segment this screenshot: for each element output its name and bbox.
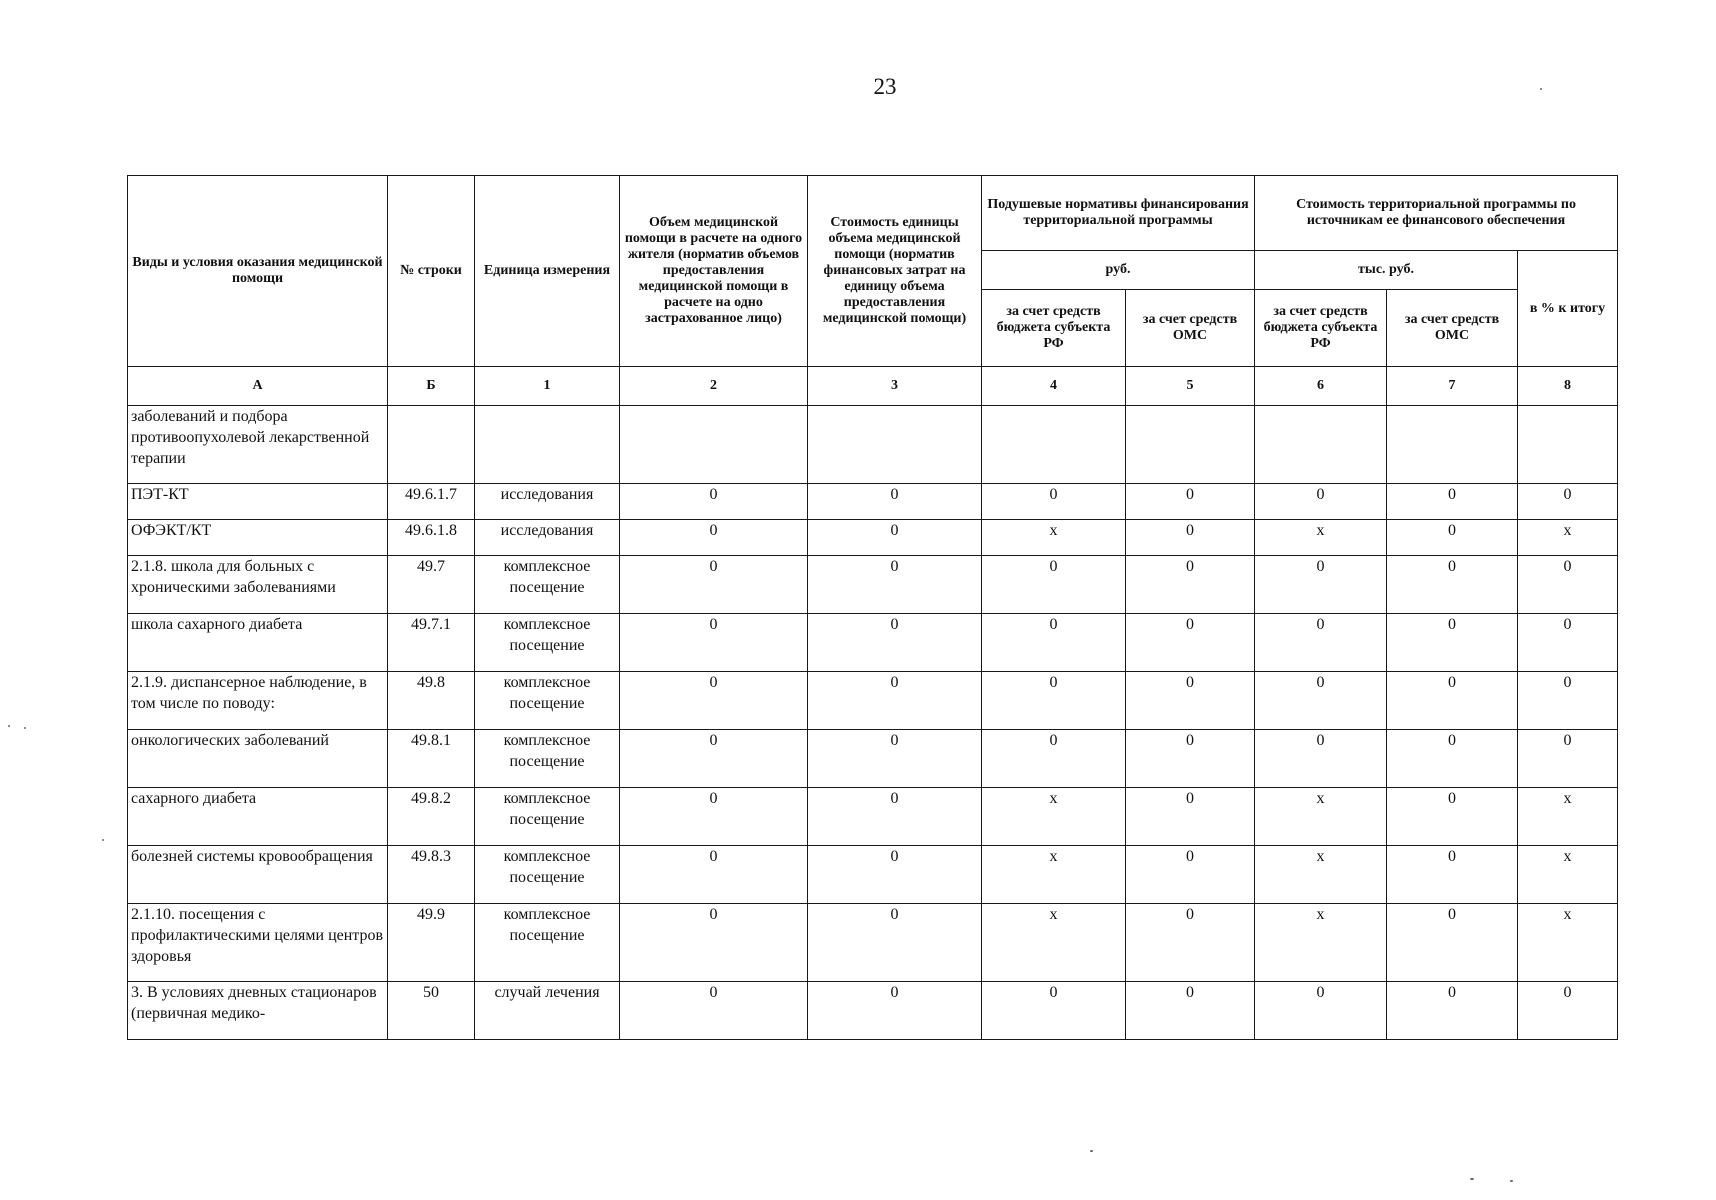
cell-cost-oms: 0 [1387,520,1518,556]
cell-per-capita-budget: x [982,520,1126,556]
row-unit: комплексное посещение [475,846,620,904]
scan-speck [8,725,10,727]
header-col-a: Виды и условия оказания медицинской помощи [128,176,388,367]
scan-speck [102,839,104,841]
row-name: 2.1.10. посещения с профилактическими целями центров здоровья [128,904,388,982]
cell-cost-oms: 0 [1387,982,1518,1040]
cell-per-capita-oms: 0 [1126,730,1255,788]
table-row [128,520,1618,556]
cell-cost-budget: 0 [1255,730,1387,788]
cell-per-capita-budget: 0 [982,556,1126,614]
cell-per-capita-budget: 0 [982,484,1126,520]
cell-per-capita-oms: 0 [1126,520,1255,556]
cell-cost-oms: 0 [1387,904,1518,982]
row-unit: комплексное посещение [475,730,620,788]
cell-percent: x [1518,788,1618,846]
cell-volume: 0 [620,556,808,614]
row-name: 2.1.9. диспансерное наблюдение, в том числе по поводу: [128,672,388,730]
row-name: 2.1.8. школа для больных с хроническими заболеваниями [128,556,388,614]
row-line-number [388,406,475,484]
row-name: заболеваний и подбора противоопухолевой лекарственной терапии [128,406,388,484]
column-number: А [128,367,388,406]
scan-speck [1470,1178,1474,1180]
cell-percent: 0 [1518,484,1618,520]
row-name: болезней системы кровообращения [128,846,388,904]
row-unit: комплексное посещение [475,904,620,982]
column-number: 1 [475,367,620,406]
cell-per-capita-oms [1126,406,1255,484]
cell-unit-cost: 0 [808,520,982,556]
row-name: 3. В условиях дневных стационаров (первичная медико- [128,982,388,1040]
cell-unit-cost [808,406,982,484]
row-line-number: 49.8.1 [388,730,475,788]
cell-unit-cost: 0 [808,614,982,672]
cell-unit-cost: 0 [808,484,982,520]
cell-volume: 0 [620,730,808,788]
scan-speck [1540,88,1542,90]
row-line-number: 49.6.1.7 [388,484,475,520]
cell-cost-budget: x [1255,904,1387,982]
cell-cost-budget: 0 [1255,614,1387,672]
page-number: 23 [873,74,897,99]
row-line-number: 49.8.2 [388,788,475,846]
column-number-row [128,367,1618,406]
table-row [128,614,1618,672]
table-row [128,672,1618,730]
row-line-number: 49.6.1.8 [388,520,475,556]
table-row [128,788,1618,846]
cell-per-capita-oms: 0 [1126,846,1255,904]
cell-cost-oms: 0 [1387,730,1518,788]
cell-per-capita-oms: 0 [1126,614,1255,672]
header-unit-thousand-rub: тыс. руб. [1255,251,1518,290]
header-unit-rub: руб. [982,251,1255,290]
cell-percent: 0 [1518,672,1618,730]
cell-cost-oms: 0 [1387,788,1518,846]
header-col-3: Стоимость единицы объема медицинской помощи (норматив финансовых затрат на единицу объема предоставления медицинской помощи) [808,176,982,367]
cell-percent: x [1518,520,1618,556]
table-row [128,982,1618,1040]
financing-table [127,175,1618,1040]
row-line-number: 50 [388,982,475,1040]
cell-cost-budget: 0 [1255,556,1387,614]
cell-volume: 0 [620,614,808,672]
row-name: ПЭТ-КТ [128,484,388,520]
table-row [128,406,1618,484]
cell-volume [620,406,808,484]
header-col-8: в % к итогу [1518,251,1618,367]
row-name: сахарного диабета [128,788,388,846]
cell-cost-budget: x [1255,788,1387,846]
row-unit: исследования [475,520,620,556]
column-number: 7 [1387,367,1518,406]
column-number: Б [388,367,475,406]
cell-per-capita-oms: 0 [1126,982,1255,1040]
cell-per-capita-budget: x [982,904,1126,982]
row-line-number: 49.8.3 [388,846,475,904]
cell-cost-oms: 0 [1387,672,1518,730]
cell-percent: x [1518,904,1618,982]
row-line-number: 49.7 [388,556,475,614]
cell-cost-budget [1255,406,1387,484]
cell-volume: 0 [620,788,808,846]
row-name: школа сахарного диабета [128,614,388,672]
cell-percent: 0 [1518,730,1618,788]
cell-unit-cost: 0 [808,982,982,1040]
row-unit: комплексное посещение [475,672,620,730]
cell-cost-budget: x [1255,846,1387,904]
row-name: ОФЭКТ/КТ [128,520,388,556]
scan-speck [1090,1150,1093,1152]
header-col-1: Единица измерения [475,176,620,367]
cell-per-capita-budget: 0 [982,614,1126,672]
cell-unit-cost: 0 [808,904,982,982]
cell-cost-oms: 0 [1387,484,1518,520]
column-number: 8 [1518,367,1618,406]
cell-volume: 0 [620,484,808,520]
header-group-per-capita: Подушевые нормативы финансирования территориальной программы [982,176,1255,251]
table-row [128,846,1618,904]
cell-per-capita-budget: 0 [982,730,1126,788]
row-unit: комплексное посещение [475,788,620,846]
row-line-number: 49.7.1 [388,614,475,672]
table-row [128,904,1618,982]
cell-volume: 0 [620,904,808,982]
row-line-number: 49.9 [388,904,475,982]
scan-speck [1510,1180,1513,1182]
row-unit: исследования [475,484,620,520]
cell-cost-budget: 0 [1255,982,1387,1040]
column-number: 2 [620,367,808,406]
cell-volume: 0 [620,982,808,1040]
cell-per-capita-budget: 0 [982,672,1126,730]
cell-cost-budget: x [1255,520,1387,556]
cell-cost-budget: 0 [1255,672,1387,730]
cell-volume: 0 [620,846,808,904]
cell-percent: 0 [1518,614,1618,672]
cell-per-capita-oms: 0 [1126,484,1255,520]
column-number: 4 [982,367,1126,406]
table-row [128,484,1618,520]
table-row [128,556,1618,614]
row-unit: случай лечения [475,982,620,1040]
cell-per-capita-budget: x [982,788,1126,846]
column-number: 5 [1126,367,1255,406]
cell-percent [1518,406,1618,484]
row-name: онкологических заболеваний [128,730,388,788]
header-group-cost: Стоимость территориальной программы по источникам ее финансового обеспечения [1255,176,1618,251]
cell-unit-cost: 0 [808,788,982,846]
header-col-2: Объем медицинской помощи в расчете на одного жителя (норматив объемов предоставления медицинской помощи в расчете на одно застрахованное лицо) [620,176,808,367]
header-col-7: за счет средств ОМС [1387,290,1518,367]
cell-per-capita-budget: x [982,846,1126,904]
cell-percent: x [1518,846,1618,904]
row-unit [475,406,620,484]
cell-per-capita-budget: 0 [982,982,1126,1040]
column-number: 3 [808,367,982,406]
scan-speck [24,727,26,729]
cell-unit-cost: 0 [808,672,982,730]
cell-per-capita-oms: 0 [1126,556,1255,614]
cell-volume: 0 [620,520,808,556]
table-row [128,730,1618,788]
cell-unit-cost: 0 [808,846,982,904]
cell-per-capita-oms: 0 [1126,904,1255,982]
cell-volume: 0 [620,672,808,730]
header-col-5: за счет средств ОМС [1126,290,1255,367]
column-number: 6 [1255,367,1387,406]
cell-per-capita-oms: 0 [1126,672,1255,730]
cell-percent: 0 [1518,982,1618,1040]
header-col-b: № строки [388,176,475,367]
cell-cost-oms: 0 [1387,846,1518,904]
cell-per-capita-oms: 0 [1126,788,1255,846]
row-line-number: 49.8 [388,672,475,730]
cell-unit-cost: 0 [808,730,982,788]
row-unit: комплексное посещение [475,614,620,672]
cell-cost-oms: 0 [1387,556,1518,614]
header-col-6: за счет средств бюджета субъекта РФ [1255,290,1387,367]
cell-percent: 0 [1518,556,1618,614]
cell-cost-oms [1387,406,1518,484]
cell-per-capita-budget [982,406,1126,484]
cell-cost-oms: 0 [1387,614,1518,672]
row-unit: комплексное посещение [475,556,620,614]
cell-unit-cost: 0 [808,556,982,614]
header-col-4: за счет средств бюджета субъекта РФ [982,290,1126,367]
cell-cost-budget: 0 [1255,484,1387,520]
